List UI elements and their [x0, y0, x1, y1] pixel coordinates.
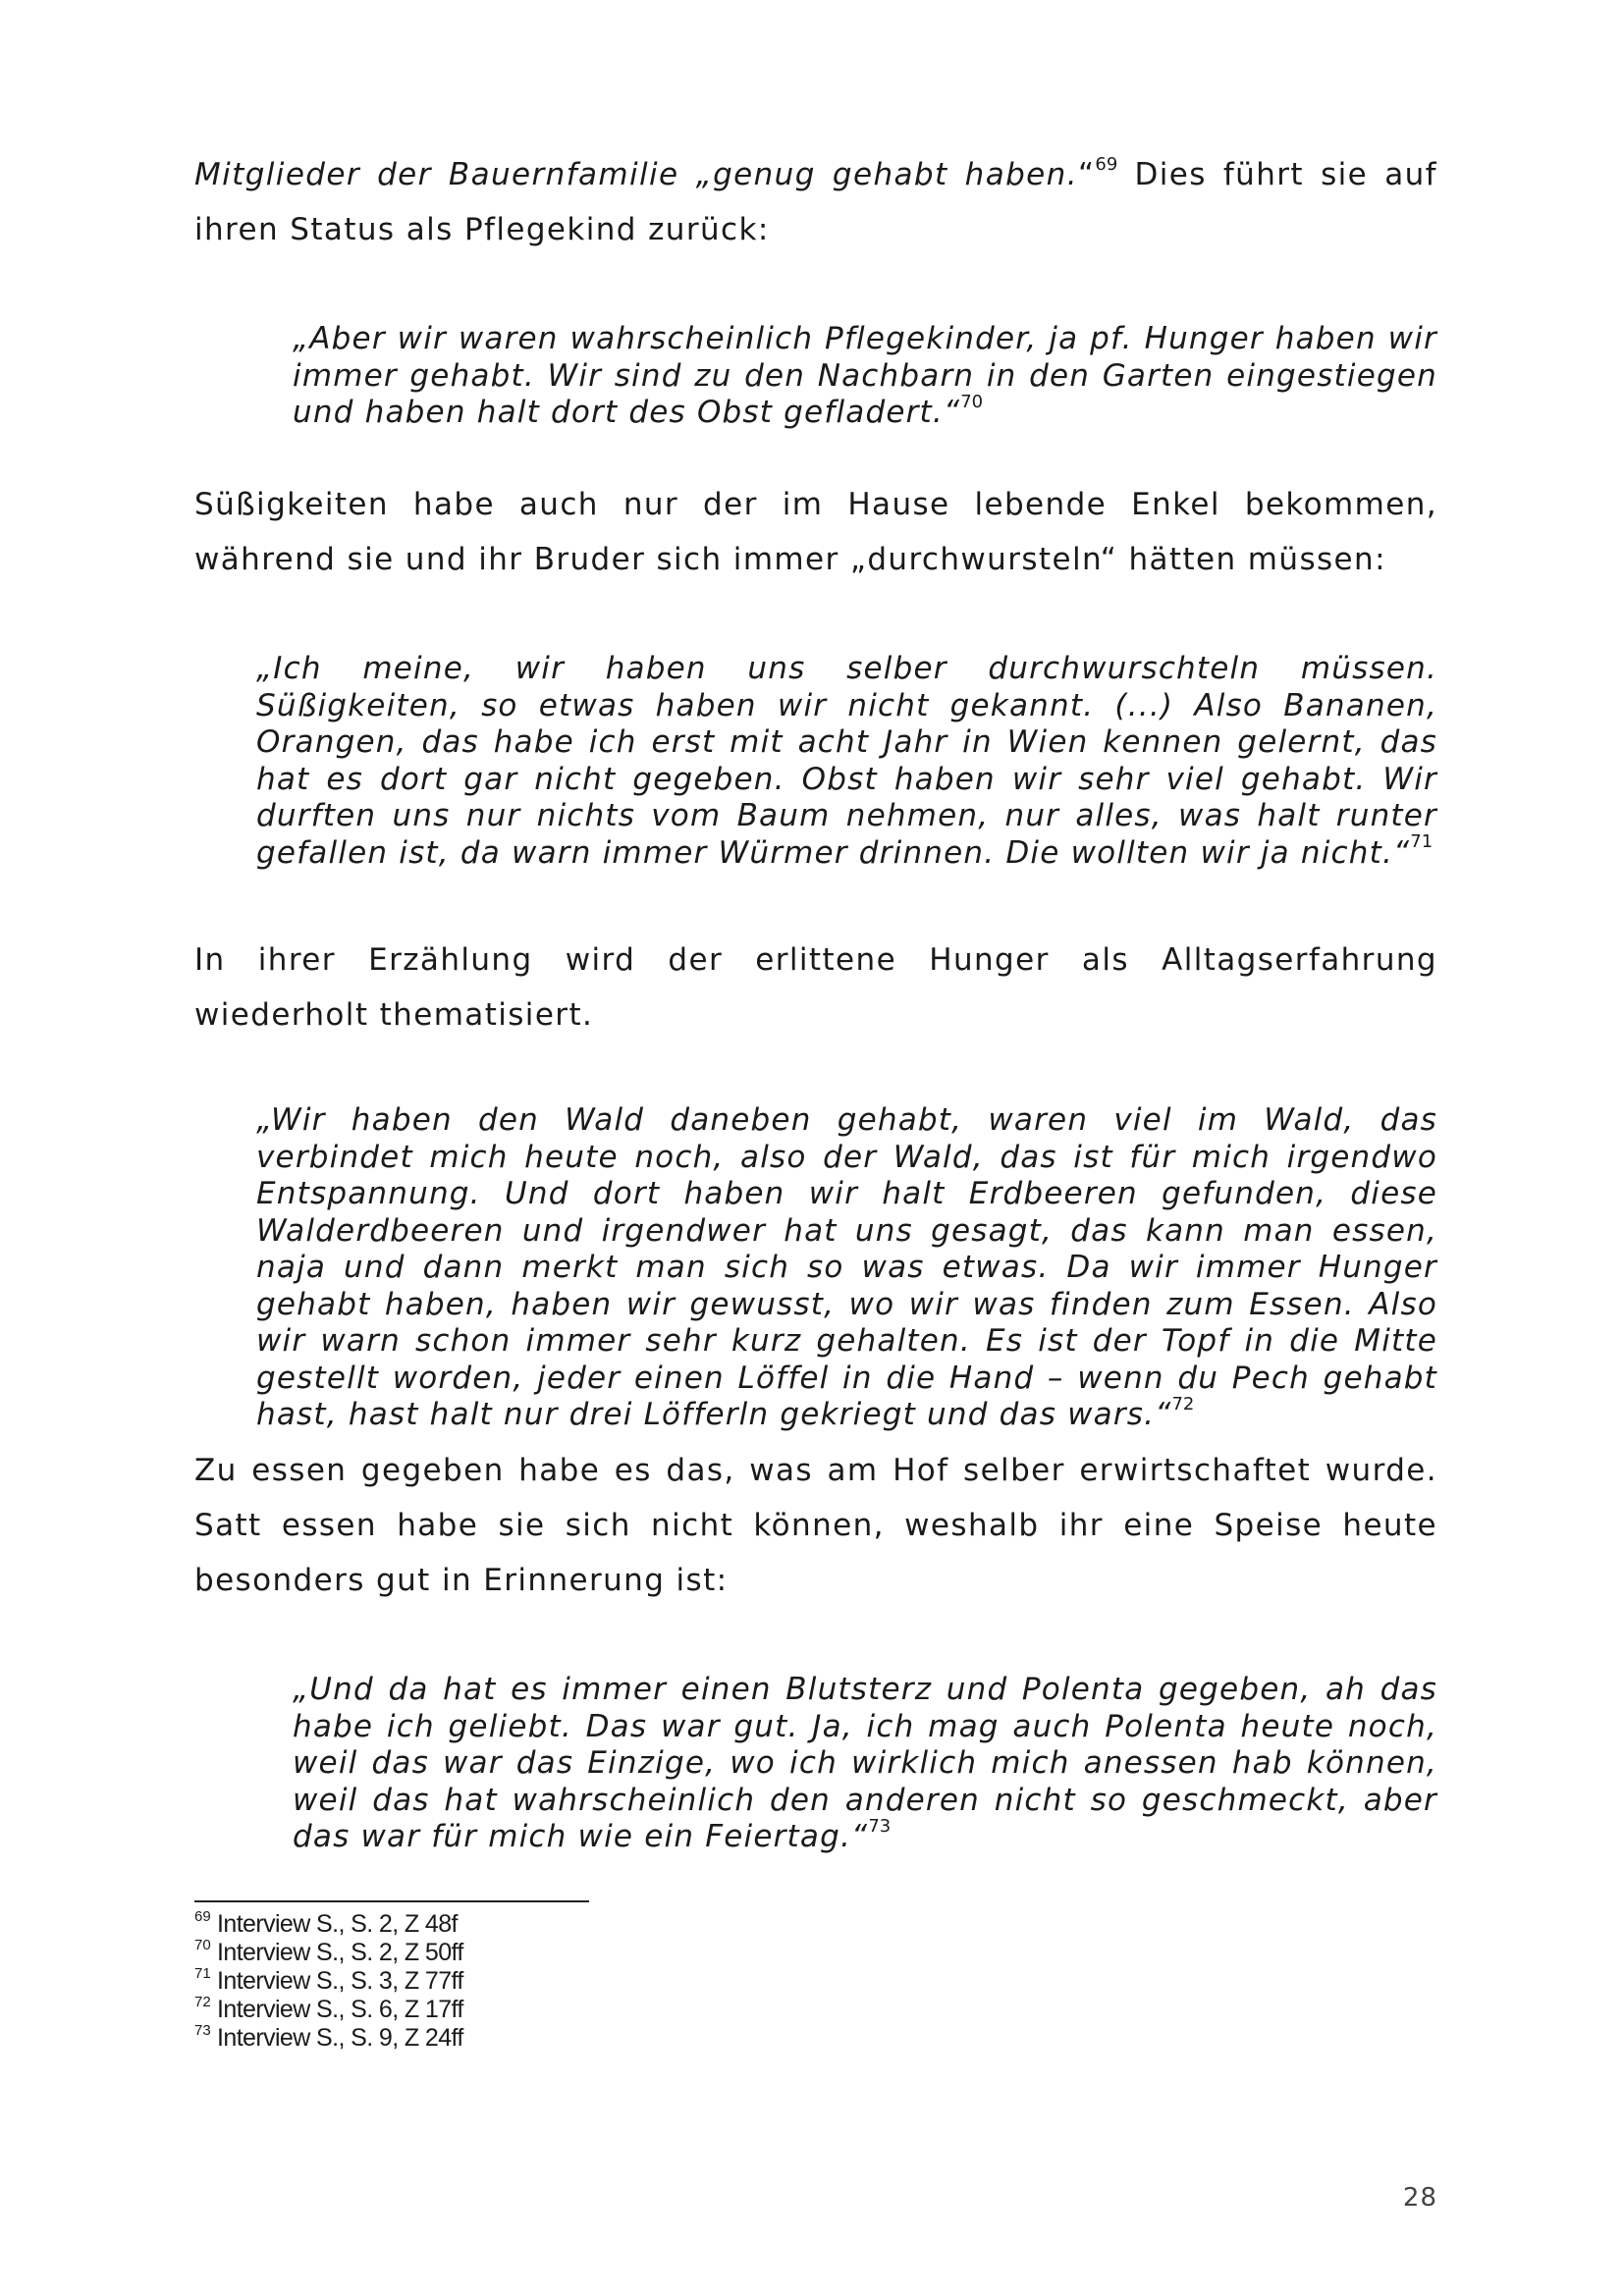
paragraph-1-rest: Dies führt sie auf ihren Status als Pflegekind zurück:	[194, 157, 1437, 247]
footnote-72	[194, 1993, 882, 2024]
footnote-text: Interview S., S. 2, Z 50ff	[217, 1939, 463, 1966]
footnote-ref-69: 69	[1095, 153, 1118, 175]
paragraph-1-closing-quote: “	[1077, 157, 1096, 192]
footnote-number: 69	[194, 1907, 211, 1925]
quote-1-text: „Aber wir waren wahrscheinlich Pflegekinder, ja pf. Hunger haben wir immer gehabt. Wir sind zu den Nachbarn in den Garten eingestiegen und haben halt dort des Obst gefladert.	[293, 321, 1437, 430]
footnote-number: 71	[194, 1964, 211, 1982]
footnote-number: 72	[194, 1993, 211, 2010]
quote-2-text: „Ich meine, wir haben uns selber durchwurschteln müssen. Süßigkeiten, so etwas haben wir nicht gekannt. (...) Also Bananen, Orangen, das habe ich erst mit acht Jahr in Wien kennen gelernt, das hat es dort gar nicht gegeben. Obst haben wir sehr viel gehabt. Wir durften uns nur nichts vom Baum nehmen, nur alles, was halt runter gefallen ist, da warn immer Würmer drinnen. Die wollten wir ja nicht.“	[256, 651, 1437, 871]
footnote-ref-72: 72	[1171, 1393, 1195, 1415]
footnote-text: Interview S., S. 3, Z 77ff	[217, 1967, 463, 1995]
footnotes	[194, 1907, 882, 2053]
footnote-separator	[194, 1900, 589, 1902]
footnote-number: 73	[194, 2021, 211, 2039]
footnote-text: Interview S., S. 9, Z 24ff	[217, 2024, 463, 2052]
footnote-73	[194, 2021, 882, 2053]
footnote-ref-71: 71	[1410, 831, 1434, 853]
quote-2	[256, 651, 1437, 872]
footnote-71	[194, 1964, 882, 1996]
paragraph-1	[194, 147, 1437, 257]
paragraph-1-italic: Mitglieder der Bauernfamilie „genug gehabt haben.	[194, 157, 1078, 192]
footnote-text: Interview S., S. 6, Z 17ff	[217, 1996, 463, 2023]
footnote-70	[194, 1936, 882, 1967]
quote-3-text: „Wir haben den Wald daneben gehabt, waren viel im Wald, das verbindet mich heute noch, also der Wald, das ist für mich irgendwo Entspannung. Und dort haben wir halt Erdbeeren gefunden, diese Walderdbeeren und irgendwer hat uns gesagt, das kann man essen, naja und dann merkt man sich so was etwas. Da wir immer Hunger gehabt haben, haben wir gewusst, wo wir was finden zum Essen. Also wir warn schon immer sehr kurz gehalten. Es ist der Topf in die Mitte gestellt worden, jeder einen Löffel in die Hand – wenn du Pech gehabt hast, hast halt nur drei Löfferln gekriegt und das wars.	[256, 1102, 1437, 1432]
footnote-text: Interview S., S. 2, Z 48f	[217, 1910, 458, 1938]
quote-4-text: „Und da hat es immer einen Blutsterz und Polenta gegeben, ah das habe ich geliebt. Das war gut. Ja, ich mag auch Polenta heute noch, weil das war das Einzige, wo ich wirklich mich anessen hab können, weil das hat wahrscheinlich den anderen nicht so geschmeckt, aber das war für mich wie ein Feiertag.	[293, 1672, 1437, 1854]
quote-1	[293, 321, 1437, 432]
footnote-number: 70	[194, 1936, 211, 1953]
footnote-69	[194, 1907, 882, 1939]
paragraph-2: Süßigkeiten habe auch nur der im Hause lebende Enkel bekommen, während sie und ihr Bruder sich immer „durchwursteln“ hätten müssen:	[194, 487, 1437, 577]
quote-4-closing-quote: “	[851, 1819, 869, 1854]
paragraph-4: Zu essen gegeben habe es das, was am Hof selber erwirtschaftet wurde. Satt essen habe sie sich nicht können, weshalb ihr eine Speise heute besonders gut in Erinnerung ist:	[194, 1453, 1437, 1598]
page-number: 28	[1402, 2183, 1437, 2213]
footnote-ref-70: 70	[960, 391, 984, 412]
quote-3	[256, 1102, 1437, 1434]
quote-4	[293, 1672, 1437, 1856]
quote-1-closing-quote: “	[943, 395, 961, 430]
quote-3-closing-quote: “	[1155, 1397, 1172, 1432]
paragraph-3: In ihrer Erzählung wird der erlittene Hunger als Alltagserfahrung wiederholt thematisiert.	[194, 942, 1437, 1033]
footnote-ref-73: 73	[868, 1815, 892, 1837]
